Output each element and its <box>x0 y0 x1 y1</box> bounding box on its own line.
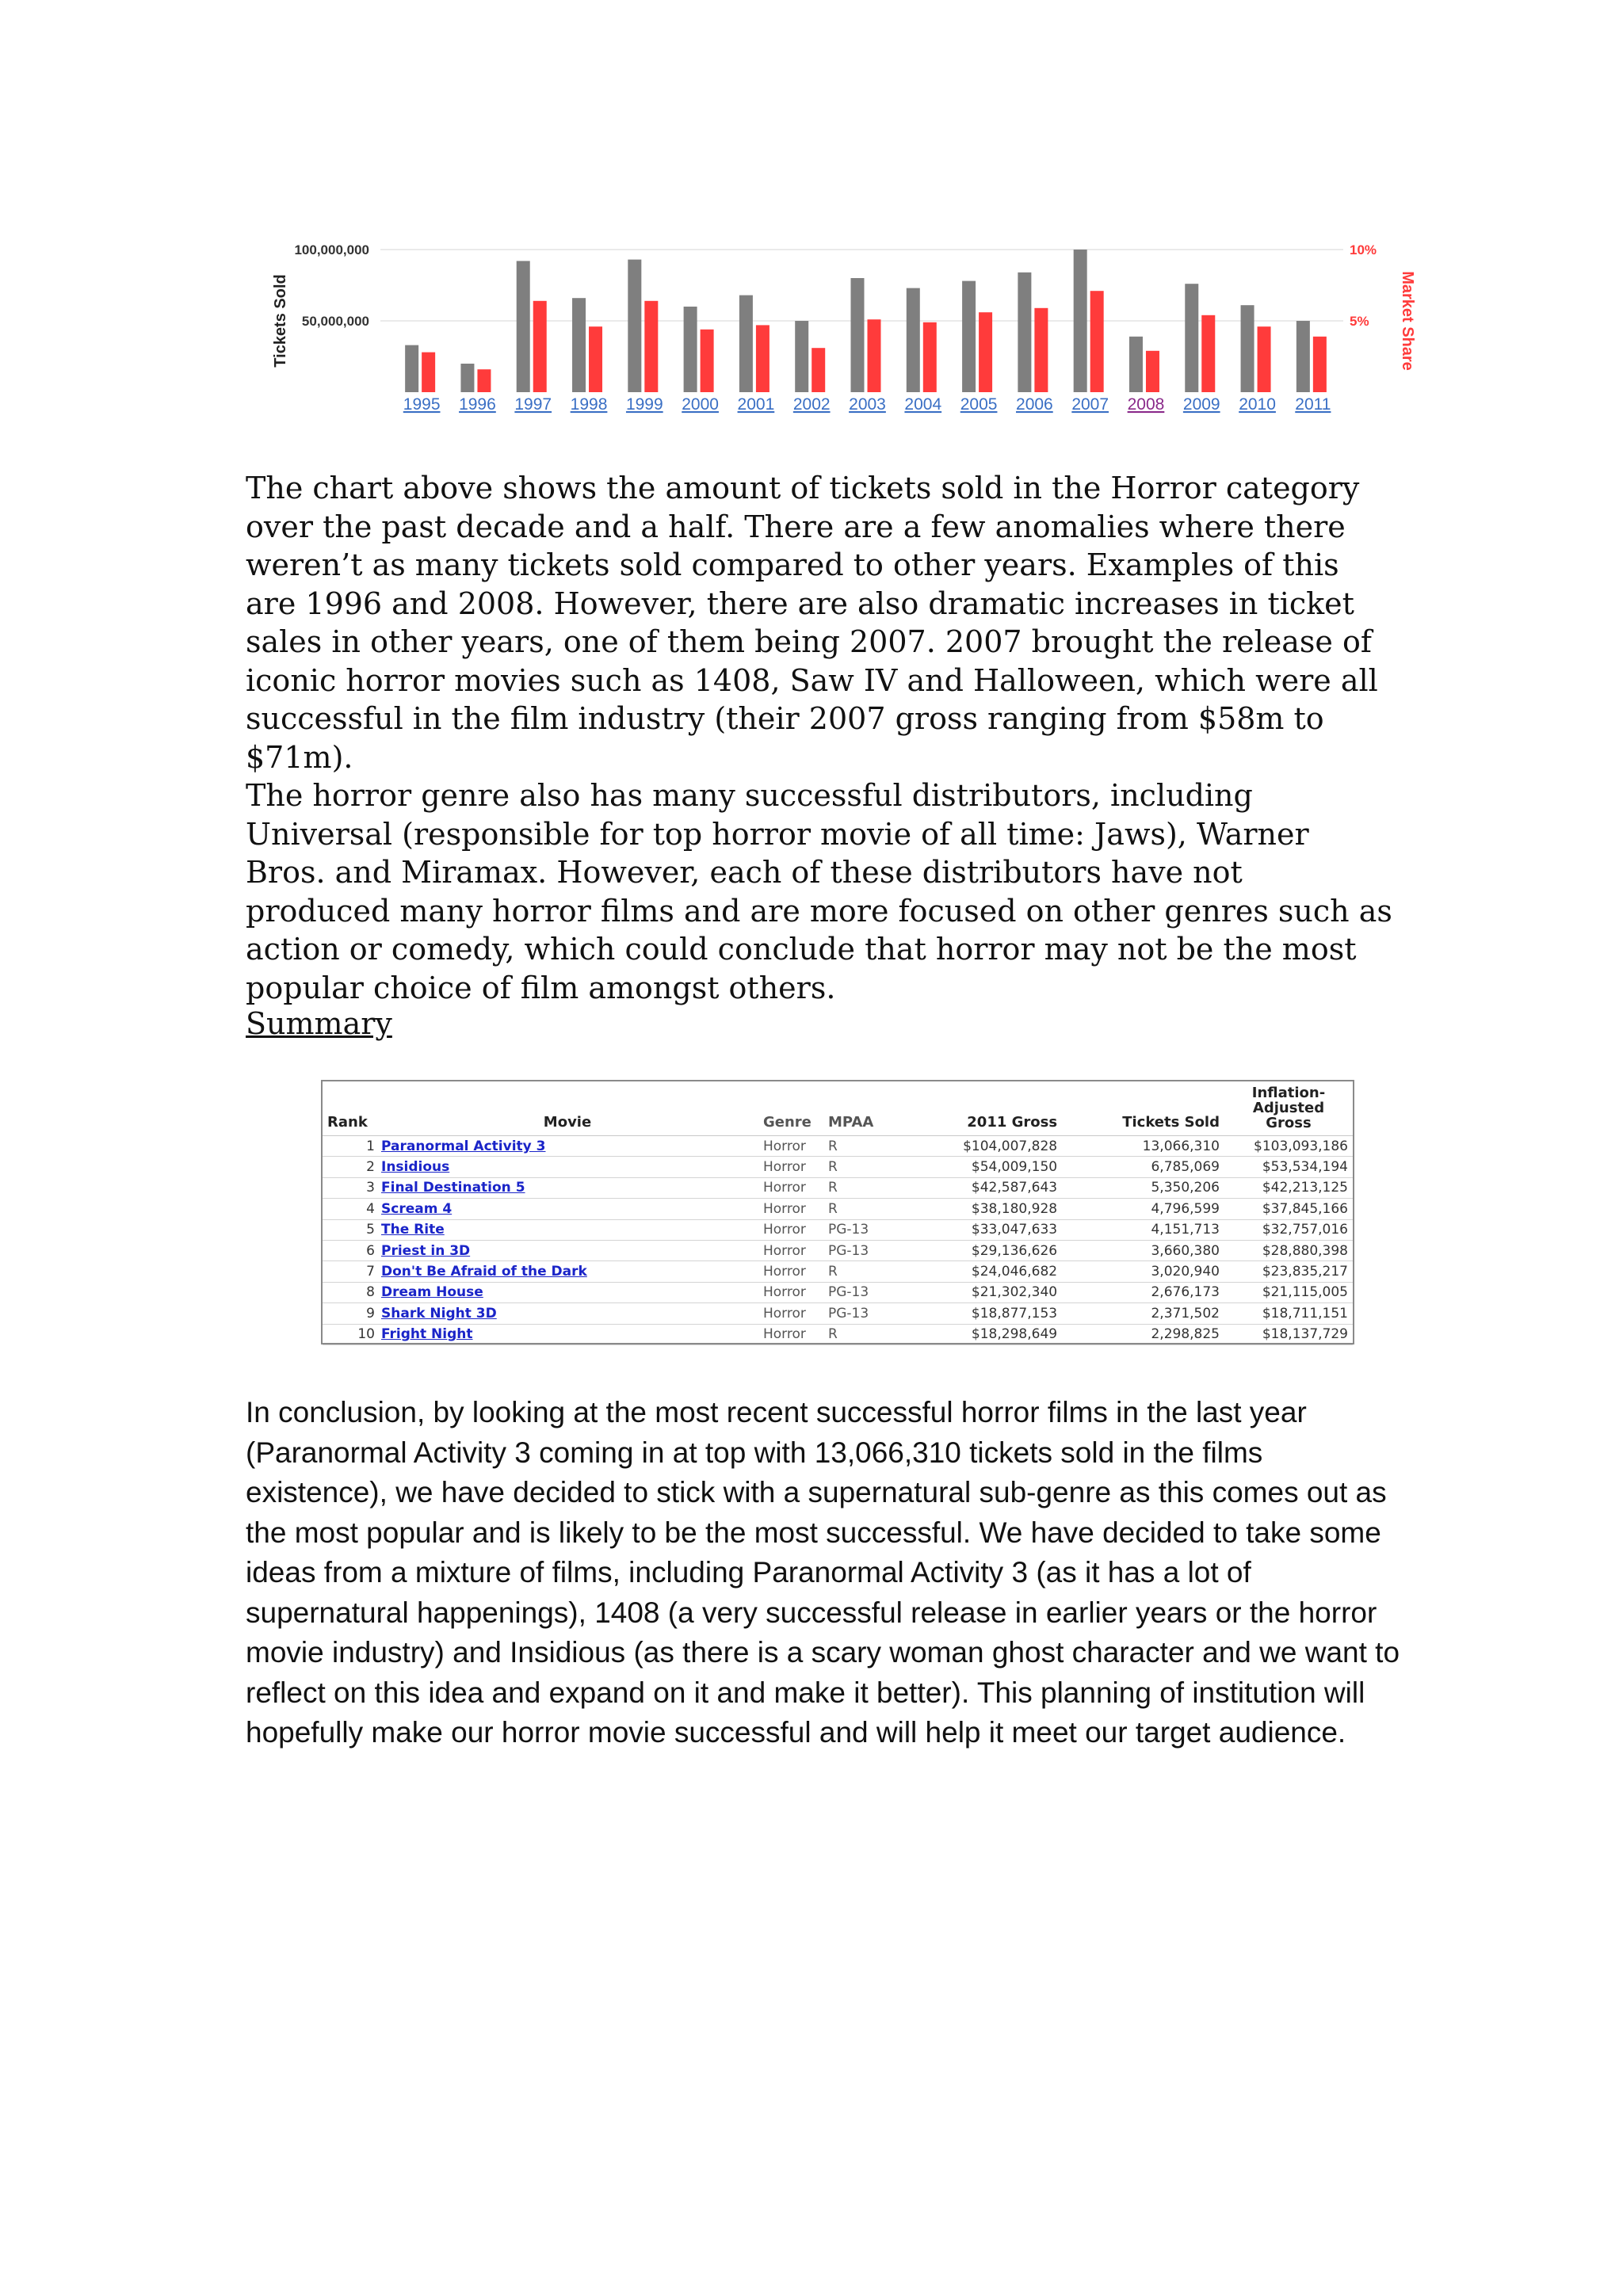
bar-market-share <box>923 322 937 392</box>
cell-rank: 1 <box>323 1136 376 1157</box>
cell-genre: Horror <box>758 1240 823 1261</box>
cell-adjusted: $18,137,729 <box>1224 1324 1353 1344</box>
cell-adjusted: $23,835,217 <box>1224 1261 1353 1282</box>
cell-gross: $33,047,633 <box>904 1219 1062 1240</box>
bar-tickets-sold <box>1074 250 1087 392</box>
x-tick-label[interactable]: 2009 <box>1182 395 1220 414</box>
cell-tickets: 13,066,310 <box>1062 1136 1224 1157</box>
cell-movie-link[interactable]: Scream 4 <box>381 1200 453 1217</box>
cell-gross: $104,007,828 <box>904 1136 1062 1157</box>
bar-tickets-sold <box>1241 305 1254 392</box>
cell-movie-link[interactable]: Final Destination 5 <box>381 1180 525 1196</box>
cell-movie <box>376 1261 758 1282</box>
cell-gross: $24,046,682 <box>904 1261 1062 1282</box>
cell-genre: Horror <box>758 1282 823 1302</box>
table-row <box>323 1303 1353 1324</box>
bar-market-share <box>1201 315 1215 392</box>
table-row <box>323 1324 1353 1344</box>
cell-movie <box>376 1240 758 1261</box>
cell-rank: 4 <box>323 1199 376 1219</box>
conclusion-paragraph: In conclusion, by looking at the most recent successful horror films in the last year (Paranormal Activity 3 coming in at top with 13,066,310 tickets sold in the films existence), we have decided to stick with a supernatural sub-genre as this comes out as the most popular and is likely to be the most successful. We have decided to take some ideas from a mixture of films, including Paranormal Activity 3 (as it has a lot of supernatural happenings), 1408 (a very successful release in earlier years or the horror movie industry) and Insidious (as there is a scary woman ghost character and we want to reflect on this idea and expand on it and make it better). This planning of institution will hopefully make our horror movie successful and will help it meet our target audience. <box>246 1396 1400 1749</box>
cell-movie-link[interactable]: The Rite <box>381 1222 445 1238</box>
bar-market-share <box>756 325 769 392</box>
header-gross: 2011 Gross <box>904 1081 1062 1136</box>
cell-mpaa: PG-13 <box>823 1303 904 1324</box>
cell-tickets: 2,676,173 <box>1062 1282 1224 1302</box>
cell-tickets: 2,298,825 <box>1062 1324 1224 1344</box>
bar-tickets-sold <box>795 321 808 392</box>
cell-genre: Horror <box>758 1157 823 1177</box>
distributors-paragraph: The horror genre also has many successful distributors, including Universal (responsible for top horror movie of all time: Jaws), Warner Bros. and Miramax. However, each of these distributors have not produced many horror films and are more focused on other genres such as action or comedy, which could conclude that horror may not be the most popular choice of film amongst others. <box>246 778 1392 1005</box>
table-row <box>323 1199 1353 1219</box>
bar-tickets-sold <box>1296 321 1310 392</box>
bar-tickets-sold <box>739 296 753 392</box>
cell-movie-link[interactable]: Priest in 3D <box>381 1242 471 1259</box>
bar-market-share <box>589 326 602 392</box>
cell-movie-link[interactable]: Shark Night 3D <box>381 1305 497 1322</box>
cell-genre: Horror <box>758 1324 823 1344</box>
table-row <box>323 1219 1353 1240</box>
x-tick-label[interactable]: 2005 <box>960 395 998 414</box>
table-row <box>323 1282 1353 1302</box>
cell-movie-link[interactable]: Fright Night <box>381 1326 473 1343</box>
cell-gross: $18,298,649 <box>904 1324 1062 1344</box>
cell-movie <box>376 1157 758 1177</box>
x-tick-label[interactable]: 1995 <box>403 395 441 414</box>
table-header-row <box>323 1081 1353 1136</box>
cell-mpaa: R <box>823 1177 904 1198</box>
bar-market-share <box>1146 351 1159 392</box>
header-mpaa: MPAA <box>823 1081 904 1136</box>
y-axis-label: Tickets Sold <box>272 274 289 368</box>
cell-mpaa: PG-13 <box>823 1282 904 1302</box>
cell-rank: 9 <box>323 1303 376 1324</box>
cell-movie-link[interactable]: Insidious <box>381 1159 450 1176</box>
bar-market-share <box>812 348 825 392</box>
cell-tickets: 3,020,940 <box>1062 1261 1224 1282</box>
cell-tickets: 5,350,206 <box>1062 1177 1224 1198</box>
cell-genre: Horror <box>758 1303 823 1324</box>
cell-rank: 3 <box>323 1177 376 1198</box>
cell-adjusted: $32,757,016 <box>1224 1219 1353 1240</box>
cell-rank: 2 <box>323 1157 376 1177</box>
cell-mpaa: PG-13 <box>823 1240 904 1261</box>
x-tick-label[interactable]: 2006 <box>1016 395 1053 414</box>
cell-movie <box>376 1177 758 1198</box>
bar-tickets-sold <box>572 298 586 392</box>
cell-gross: $54,009,150 <box>904 1157 1062 1177</box>
cell-adjusted: $42,213,125 <box>1224 1177 1353 1198</box>
cell-adjusted: $28,880,398 <box>1224 1240 1353 1261</box>
bar-tickets-sold <box>517 261 530 392</box>
cell-gross: $18,877,153 <box>904 1303 1062 1324</box>
table-row <box>323 1261 1353 1282</box>
table-row <box>323 1177 1353 1198</box>
bar-tickets-sold <box>460 364 474 392</box>
header-tickets: Tickets Sold <box>1062 1081 1224 1136</box>
cell-rank: 6 <box>323 1240 376 1261</box>
cell-gross: $38,180,928 <box>904 1199 1062 1219</box>
x-tick-label[interactable]: 1996 <box>459 395 496 414</box>
bar-market-share <box>1313 337 1327 392</box>
cell-genre: Horror <box>758 1261 823 1282</box>
summary-heading: Summary <box>246 1006 392 1041</box>
bar-market-share <box>1090 291 1104 392</box>
x-tick-label[interactable]: 2007 <box>1071 395 1109 414</box>
cell-movie <box>376 1136 758 1157</box>
x-tick-label[interactable]: 2002 <box>792 395 831 414</box>
bar-market-share <box>422 353 435 392</box>
table-row <box>323 1240 1353 1261</box>
bar-tickets-sold <box>1185 284 1198 392</box>
cell-gross: $21,302,340 <box>904 1282 1062 1302</box>
cell-movie-link[interactable]: Don't Be Afraid of the Dark <box>381 1264 587 1280</box>
bar-market-share <box>979 312 992 392</box>
bar-market-share <box>1034 308 1048 392</box>
top-horror-movies-table <box>321 1080 1354 1344</box>
bar-market-share <box>533 301 547 392</box>
cell-movie-link[interactable]: Dream House <box>381 1284 483 1301</box>
cell-rank: 8 <box>323 1282 376 1302</box>
bar-tickets-sold <box>684 307 697 392</box>
bar-tickets-sold <box>628 260 641 392</box>
cell-genre: Horror <box>758 1219 823 1240</box>
cell-movie <box>376 1219 758 1240</box>
x-tick-label[interactable]: 1999 <box>625 395 663 414</box>
bar-market-share <box>644 301 658 392</box>
cell-gross: $42,587,643 <box>904 1177 1062 1198</box>
x-tick-label[interactable]: 2000 <box>682 395 719 414</box>
cell-adjusted: $37,845,166 <box>1224 1199 1353 1219</box>
cell-gross: $29,136,626 <box>904 1240 1062 1261</box>
bar-tickets-sold <box>405 345 418 392</box>
cell-mpaa: R <box>823 1261 904 1282</box>
cell-adjusted: $103,093,186 <box>1224 1136 1353 1157</box>
y2-axis-label: Market Share <box>1399 271 1416 371</box>
cell-tickets: 3,660,380 <box>1062 1240 1224 1261</box>
cell-rank: 5 <box>323 1219 376 1240</box>
x-tick-label[interactable]: 2003 <box>849 395 886 414</box>
chart-description-paragraph: The chart above shows the amount of tickets sold in the Horror category over the past decade and a half. There are a few anomalies where there weren’t as many tickets sold compared to other years. Examples of this are 1996 and 2008. However, there are also dramatic increases in ticket sales in other years, one of them being 2007. 2007 brought the release of iconic horror movies such as 1408, Saw IV and Halloween, which were all successful in the film industry (their 2007 gross ranging from $58m to $71m). <box>246 471 1378 775</box>
bar-tickets-sold <box>851 278 865 392</box>
cell-tickets: 4,151,713 <box>1062 1219 1224 1240</box>
x-tick-label[interactable]: 2008 <box>1127 395 1165 414</box>
x-tick-label[interactable]: 2004 <box>904 395 942 414</box>
cell-adjusted: $53,534,194 <box>1224 1157 1353 1177</box>
y-tick-label: 50,000,000 <box>301 314 369 329</box>
x-tick-label[interactable]: 1998 <box>570 395 608 414</box>
bar-market-share <box>701 330 714 392</box>
y-tick-label: 100,000,000 <box>294 242 369 257</box>
cell-movie <box>376 1303 758 1324</box>
bar-market-share <box>477 369 491 392</box>
x-tick-label[interactable]: 1997 <box>514 395 552 414</box>
cell-genre: Horror <box>758 1136 823 1157</box>
y2-tick-label: 5% <box>1350 314 1369 329</box>
cell-movie-link[interactable]: Paranormal Activity 3 <box>381 1138 546 1154</box>
header-rank: Rank <box>323 1081 376 1136</box>
cell-movie <box>376 1282 758 1302</box>
header-movie: Movie <box>376 1081 758 1136</box>
cell-adjusted: $21,115,005 <box>1224 1282 1353 1302</box>
cell-rank: 7 <box>323 1261 376 1282</box>
x-tick-label[interactable]: 2011 <box>1295 395 1331 414</box>
header-genre: Genre <box>758 1081 823 1136</box>
x-tick-label[interactable]: 2010 <box>1239 395 1276 414</box>
cell-tickets: 6,785,069 <box>1062 1157 1224 1177</box>
x-tick-label[interactable]: 2001 <box>737 395 775 414</box>
bar-market-share <box>1258 326 1271 392</box>
cell-movie <box>376 1199 758 1219</box>
cell-genre: Horror <box>758 1199 823 1219</box>
table-row <box>323 1157 1353 1177</box>
cell-genre: Horror <box>758 1177 823 1198</box>
bar-tickets-sold <box>907 288 920 392</box>
cell-tickets: 4,796,599 <box>1062 1199 1224 1219</box>
cell-mpaa: PG-13 <box>823 1219 904 1240</box>
tickets-sold-chart <box>262 230 1419 436</box>
bar-tickets-sold <box>1018 273 1031 392</box>
y2-tick-label: 10% <box>1350 242 1377 257</box>
cell-mpaa: R <box>823 1157 904 1177</box>
cell-mpaa: R <box>823 1199 904 1219</box>
cell-tickets: 2,371,502 <box>1062 1303 1224 1324</box>
table-row <box>323 1136 1353 1157</box>
cell-mpaa: R <box>823 1324 904 1344</box>
cell-adjusted: $18,711,151 <box>1224 1303 1353 1324</box>
bar-tickets-sold <box>1129 337 1143 392</box>
cell-mpaa: R <box>823 1136 904 1157</box>
header-adjusted: Inflation-Adjusted Gross <box>1224 1081 1353 1136</box>
bar-market-share <box>868 319 881 392</box>
cell-movie <box>376 1324 758 1344</box>
cell-rank: 10 <box>323 1324 376 1344</box>
bar-tickets-sold <box>962 281 976 392</box>
